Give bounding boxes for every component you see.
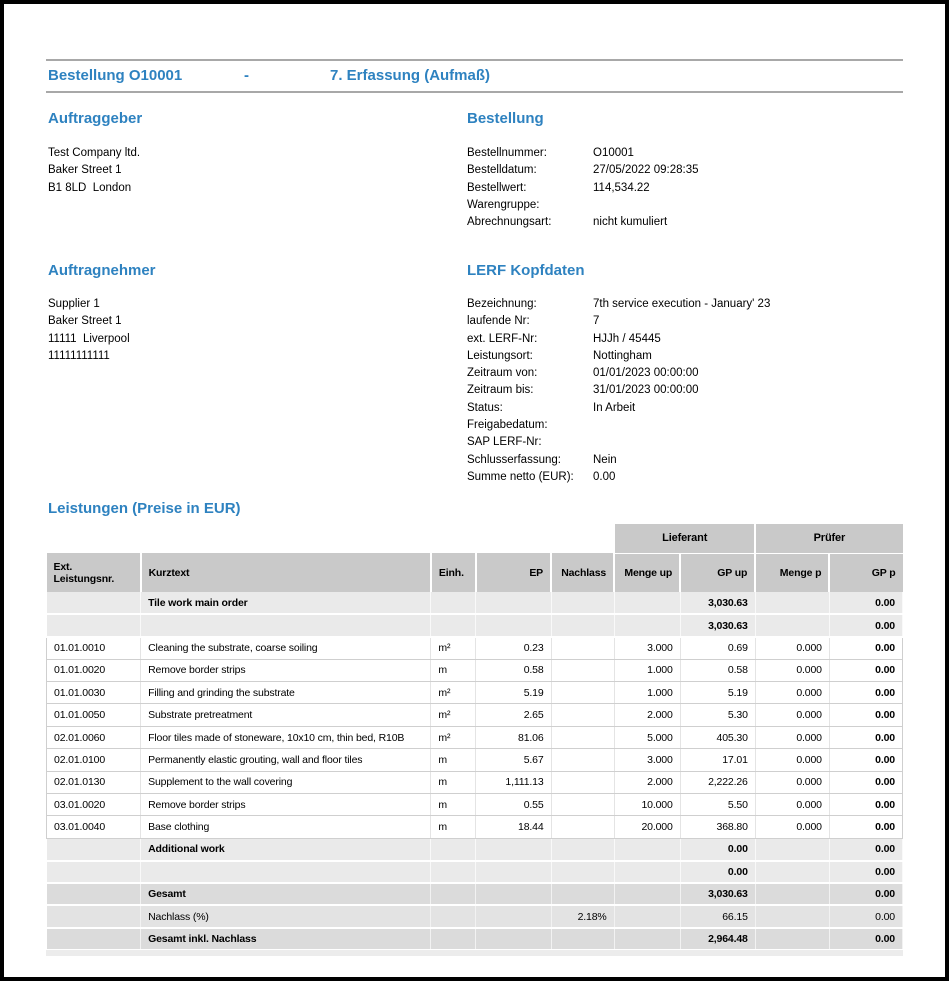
table-cell-gp-up: 5.50 xyxy=(680,794,755,816)
table-cell-kurztext: Filling and grinding the substrate xyxy=(141,682,431,704)
table-cell-nachlass xyxy=(551,726,614,748)
field-value: 27/05/2022 09:28:35 xyxy=(593,164,699,177)
table-cell-nachlass xyxy=(551,659,614,681)
col-header-gp-p: GP p xyxy=(829,553,902,592)
table-row xyxy=(47,816,903,838)
table-cell-gp-p: 0.00 xyxy=(829,883,902,905)
table-cell-einh: m² xyxy=(431,726,476,748)
table-cell-einh xyxy=(431,614,476,636)
field-label: Zeitraum bis: xyxy=(467,384,534,397)
table-row xyxy=(47,883,903,905)
address-line: Supplier 1 xyxy=(48,298,100,310)
table-cell-nr: 01.01.0030 xyxy=(47,682,141,704)
table-cell-menge-up: 2.000 xyxy=(614,771,680,793)
table-cell-nr xyxy=(47,928,141,950)
table-cell-einh: m xyxy=(431,749,476,771)
table-cell-einh: m² xyxy=(431,682,476,704)
address-line: 11111111111 xyxy=(48,350,110,363)
field-label: laufende Nr: xyxy=(467,315,530,328)
table-cell-gp-p: 0.00 xyxy=(829,659,902,681)
table-cell-nr: 02.01.0060 xyxy=(47,726,141,748)
table-cell-gp-up: 368.80 xyxy=(680,816,755,838)
table-cell-gp-up: 5.30 xyxy=(680,704,755,726)
table-cell-kurztext xyxy=(141,614,431,636)
field-value: 114,534.22 xyxy=(593,181,650,194)
field-label: Leistungsort: xyxy=(467,349,533,362)
table-cell-gp-p: 0.00 xyxy=(829,726,902,748)
table-cell-nachlass xyxy=(551,928,614,950)
field-row xyxy=(467,348,770,365)
table-cell-nr: 02.01.0130 xyxy=(47,771,141,793)
field-label: Bestellnummer: xyxy=(467,147,547,159)
table-cell-gp-p: 0.00 xyxy=(829,771,902,793)
table-cell-nachlass xyxy=(551,794,614,816)
group-header-lieferant: Lieferant xyxy=(614,524,755,553)
table-cell-menge-up xyxy=(614,883,680,905)
table-cell-gp-up: 17.01 xyxy=(680,749,755,771)
table-cell-nachlass xyxy=(551,637,614,659)
table-cell-nr: 01.01.0020 xyxy=(47,659,141,681)
field-label: Abrechnungsart: xyxy=(467,216,552,229)
table-cell-menge-up: 3.000 xyxy=(614,749,680,771)
table-cell-kurztext: Tile work main order xyxy=(141,592,431,614)
header-rule-bottom xyxy=(46,91,903,93)
col-header-menge-up: Menge up xyxy=(614,553,680,592)
table-cell-einh xyxy=(431,883,476,905)
table-cell-menge-up xyxy=(614,905,680,927)
field-row xyxy=(467,296,770,313)
table-row xyxy=(47,637,903,659)
field-label: Warengruppe: xyxy=(467,198,540,211)
field-label: Freigabedatum: xyxy=(467,419,548,432)
field-row xyxy=(467,469,770,486)
field-row xyxy=(467,400,770,417)
table-group-header-row xyxy=(47,524,903,553)
col-header-menge-p: Menge p xyxy=(755,553,829,592)
table-cell-gp-p: 0.00 xyxy=(829,592,902,614)
table-row xyxy=(47,592,903,614)
field-label: Bestelldatum: xyxy=(467,164,537,177)
table-row xyxy=(47,749,903,771)
table-cell-einh: m xyxy=(431,794,476,816)
table-cell-menge-up xyxy=(614,928,680,950)
table-cell-ep xyxy=(476,905,551,927)
table-bottom-strip xyxy=(46,950,903,956)
table-cell-menge-p: 0.000 xyxy=(755,704,829,726)
table-cell-gp-up: 66.15 xyxy=(680,905,755,927)
table-cell-menge-up: 3.000 xyxy=(614,637,680,659)
table-cell-menge-p: 0.000 xyxy=(755,816,829,838)
table-cell-nachlass xyxy=(551,592,614,614)
table-cell-ep: 5.67 xyxy=(476,749,551,771)
col-header-ext-leistungsnr: Ext. Leistungsnr. xyxy=(47,553,141,592)
leistungen-heading: Leistungen (Preise in EUR) xyxy=(48,500,241,517)
field-row xyxy=(467,145,699,162)
col-header-gp-up: GP up xyxy=(680,553,755,592)
col-header-nachlass: Nachlass xyxy=(551,553,614,592)
field-row xyxy=(467,382,770,399)
table-cell-nachlass xyxy=(551,682,614,704)
table-cell-nachlass xyxy=(551,838,614,860)
table-cell-menge-p: 0.000 xyxy=(755,659,829,681)
table-cell-menge-up: 20.000 xyxy=(614,816,680,838)
table-cell-einh: m² xyxy=(431,637,476,659)
table-cell-menge-up xyxy=(614,838,680,860)
lerf-kopfdaten-heading: LERF Kopfdaten xyxy=(467,262,585,279)
table-cell-menge-p: 0.000 xyxy=(755,794,829,816)
field-value: In Arbeit xyxy=(593,401,636,414)
table-cell-kurztext: Remove border strips xyxy=(141,659,431,681)
group-header-spacer xyxy=(47,524,615,553)
field-row xyxy=(467,365,770,382)
table-row xyxy=(47,682,903,704)
table-cell-nr xyxy=(47,838,141,860)
table-cell-menge-up: 1.000 xyxy=(614,682,680,704)
table-cell-menge-p: 0.000 xyxy=(755,682,829,704)
address-line: Baker Street 1 xyxy=(48,315,122,328)
table-cell-ep xyxy=(476,883,551,905)
table-cell-einh: m xyxy=(431,659,476,681)
table-cell-nr: 01.01.0050 xyxy=(47,704,141,726)
table-cell-kurztext: Nachlass (%) xyxy=(141,905,431,927)
group-header-pruefer: Prüfer xyxy=(755,524,902,553)
table-cell-gp-up: 0.00 xyxy=(680,838,755,860)
table-cell-kurztext: Permanently elastic grouting, wall and floor tiles xyxy=(141,749,431,771)
table-cell-nr xyxy=(47,883,141,905)
table-cell-nachlass xyxy=(551,614,614,636)
table-cell-menge-p xyxy=(755,905,829,927)
field-row xyxy=(467,417,770,434)
table-cell-menge-up: 1.000 xyxy=(614,659,680,681)
table-row xyxy=(47,704,903,726)
table-cell-gp-up: 3,030.63 xyxy=(680,614,755,636)
table-row xyxy=(47,905,903,927)
table-cell-menge-p xyxy=(755,883,829,905)
field-row xyxy=(467,313,770,330)
doc-title-separator: - xyxy=(244,67,249,84)
table-cell-menge-up xyxy=(614,861,680,883)
auftragnehmer-heading: Auftragnehmer xyxy=(48,262,156,279)
field-value: 0.00 xyxy=(593,470,616,483)
table-cell-menge-up: 5.000 xyxy=(614,726,680,748)
table-cell-kurztext: Gesamt xyxy=(141,883,431,905)
table-cell-gp-up: 0.00 xyxy=(680,861,755,883)
table-cell-nr: 01.01.0010 xyxy=(47,637,141,659)
table-cell-nr: 03.01.0040 xyxy=(47,816,141,838)
table-cell-einh xyxy=(431,861,476,883)
table-cell-einh xyxy=(431,928,476,950)
table-cell-nr: 03.01.0020 xyxy=(47,794,141,816)
field-row xyxy=(467,434,770,451)
field-value: Nein xyxy=(593,453,617,466)
table-cell-nachlass xyxy=(551,704,614,726)
auftraggeber-address xyxy=(48,145,140,197)
auftraggeber-heading: Auftraggeber xyxy=(48,110,143,127)
table-cell-menge-p: 0.000 xyxy=(755,726,829,748)
table-cell-gp-up: 0.69 xyxy=(680,637,755,659)
table-cell-gp-up: 0.58 xyxy=(680,659,755,681)
field-value: 31/01/2023 00:00:00 xyxy=(593,384,699,397)
table-header-row xyxy=(47,553,903,592)
table-cell-gp-up: 2,964.48 xyxy=(680,928,755,950)
table-cell-gp-p: 0.00 xyxy=(829,816,902,838)
table-cell-gp-p: 0.00 xyxy=(829,928,902,950)
address-line: Baker Street 1 xyxy=(48,164,122,177)
table-cell-kurztext: Remove border strips xyxy=(141,794,431,816)
table-cell-nr xyxy=(47,592,141,614)
table-cell-gp-p: 0.00 xyxy=(829,637,902,659)
table-row xyxy=(47,838,903,860)
field-label: Summe netto (EUR): xyxy=(467,470,574,483)
table-cell-ep xyxy=(476,928,551,950)
table-cell-menge-p: 0.000 xyxy=(755,637,829,659)
table-cell-menge-p xyxy=(755,592,829,614)
table-cell-gp-up: 405.30 xyxy=(680,726,755,748)
table-cell-menge-p xyxy=(755,861,829,883)
table-cell-einh: m xyxy=(431,816,476,838)
address-line: 11111 Liverpool xyxy=(48,332,130,345)
table-cell-gp-up: 3,030.63 xyxy=(680,592,755,614)
table-cell-ep: 1,111.13 xyxy=(476,771,551,793)
table-cell-ep: 0.58 xyxy=(476,659,551,681)
field-row xyxy=(467,197,699,214)
field-row xyxy=(467,331,770,348)
table-cell-gp-up: 3,030.63 xyxy=(680,883,755,905)
table-cell-kurztext: Supplement to the wall covering xyxy=(141,771,431,793)
table-cell-menge-p xyxy=(755,928,829,950)
table-cell-ep: 18.44 xyxy=(476,816,551,838)
table-cell-einh: m xyxy=(431,771,476,793)
table-row xyxy=(47,771,903,793)
address-line: B1 8LD London xyxy=(48,181,132,194)
table-row xyxy=(47,726,903,748)
table-row xyxy=(47,659,903,681)
table-cell-ep xyxy=(476,861,551,883)
field-value: HJJh / 45445 xyxy=(593,332,661,345)
table-cell-nachlass xyxy=(551,816,614,838)
field-label: Bestellwert: xyxy=(467,181,527,194)
table-cell-kurztext: Additional work xyxy=(141,838,431,860)
doc-title-section: 7. Erfassung (Aufmaß) xyxy=(330,67,491,84)
lerf-kopfdaten-fields xyxy=(467,296,770,486)
table-row xyxy=(47,861,903,883)
col-header-einh: Einh. xyxy=(431,553,476,592)
field-label: Zeitraum von: xyxy=(467,367,538,380)
table-cell-gp-up: 2,222.26 xyxy=(680,771,755,793)
table-cell-menge-p xyxy=(755,614,829,636)
field-label: Schlusserfassung: xyxy=(467,453,561,466)
field-label: ext. LERF-Nr: xyxy=(467,332,538,345)
table-cell-ep: 81.06 xyxy=(476,726,551,748)
table-cell-menge-p: 0.000 xyxy=(755,749,829,771)
auftragnehmer-address xyxy=(48,296,130,366)
table-cell-einh xyxy=(431,838,476,860)
table-cell-einh: m² xyxy=(431,704,476,726)
table-cell-ep xyxy=(476,838,551,860)
table-cell-nr xyxy=(47,905,141,927)
table-cell-einh xyxy=(431,905,476,927)
field-row xyxy=(467,214,699,231)
table-cell-nr xyxy=(47,614,141,636)
table-cell-nr xyxy=(47,861,141,883)
field-value: nicht kumuliert xyxy=(593,216,668,229)
table-cell-kurztext: Base clothing xyxy=(141,816,431,838)
bestellung-fields xyxy=(467,145,699,231)
table-cell-ep: 5.19 xyxy=(476,682,551,704)
table-cell-menge-up xyxy=(614,592,680,614)
table-row xyxy=(47,794,903,816)
field-value: 01/01/2023 00:00:00 xyxy=(593,367,699,380)
table-cell-nachlass xyxy=(551,883,614,905)
table-cell-menge-up: 10.000 xyxy=(614,794,680,816)
table-cell-kurztext: Gesamt inkl. Nachlass xyxy=(141,928,431,950)
field-label: SAP LERF-Nr: xyxy=(467,436,542,449)
table-cell-ep xyxy=(476,592,551,614)
header-rule-top xyxy=(46,59,903,61)
table-cell-ep xyxy=(476,614,551,636)
table-cell-nachlass xyxy=(551,749,614,771)
bestellung-heading: Bestellung xyxy=(467,110,544,127)
col-header-kurztext: Kurztext xyxy=(141,553,431,592)
table-cell-gp-p: 0.00 xyxy=(829,794,902,816)
table-cell-gp-p: 0.00 xyxy=(829,905,902,927)
table-cell-ep: 0.55 xyxy=(476,794,551,816)
table-cell-nachlass xyxy=(551,861,614,883)
table-cell-kurztext: Cleaning the substrate, coarse soiling xyxy=(141,637,431,659)
table-cell-kurztext: Substrate pretreatment xyxy=(141,704,431,726)
table-cell-menge-up xyxy=(614,614,680,636)
field-value: 7 xyxy=(593,315,600,328)
doc-title-order-number: Bestellung O10001 xyxy=(48,67,183,84)
leistungen-table xyxy=(46,524,903,951)
col-header-ep: EP xyxy=(476,553,551,592)
table-row xyxy=(47,614,903,636)
field-row xyxy=(467,452,770,469)
address-line: Test Company ltd. xyxy=(48,147,141,159)
field-value: Nottingham xyxy=(593,349,652,362)
table-cell-menge-up: 2.000 xyxy=(614,704,680,726)
table-cell-ep: 0.23 xyxy=(476,637,551,659)
field-value: 7th service execution - January' 23 xyxy=(593,298,771,310)
table-cell-ep: 2.65 xyxy=(476,704,551,726)
table-cell-nr: 02.01.0100 xyxy=(47,749,141,771)
table-cell-gp-p: 0.00 xyxy=(829,749,902,771)
field-row xyxy=(467,180,699,197)
field-label: Bezeichnung: xyxy=(467,298,537,310)
table-cell-gp-p: 0.00 xyxy=(829,614,902,636)
table-row xyxy=(47,928,903,950)
table-cell-nachlass xyxy=(551,771,614,793)
table-cell-gp-p: 0.00 xyxy=(829,838,902,860)
field-value: O10001 xyxy=(593,147,634,159)
table-cell-gp-p: 0.00 xyxy=(829,682,902,704)
field-label: Status: xyxy=(467,401,503,414)
table-cell-menge-p: 0.000 xyxy=(755,771,829,793)
table-cell-einh xyxy=(431,592,476,614)
table-cell-gp-up: 5.19 xyxy=(680,682,755,704)
table-cell-kurztext xyxy=(141,861,431,883)
table-cell-menge-p xyxy=(755,838,829,860)
table-cell-nachlass: 2.18% xyxy=(551,905,614,927)
table-cell-gp-p: 0.00 xyxy=(829,704,902,726)
field-row xyxy=(467,162,699,179)
table-cell-gp-p: 0.00 xyxy=(829,861,902,883)
table-cell-kurztext: Floor tiles made of stoneware, 10x10 cm, thin bed, R10B xyxy=(141,726,431,748)
